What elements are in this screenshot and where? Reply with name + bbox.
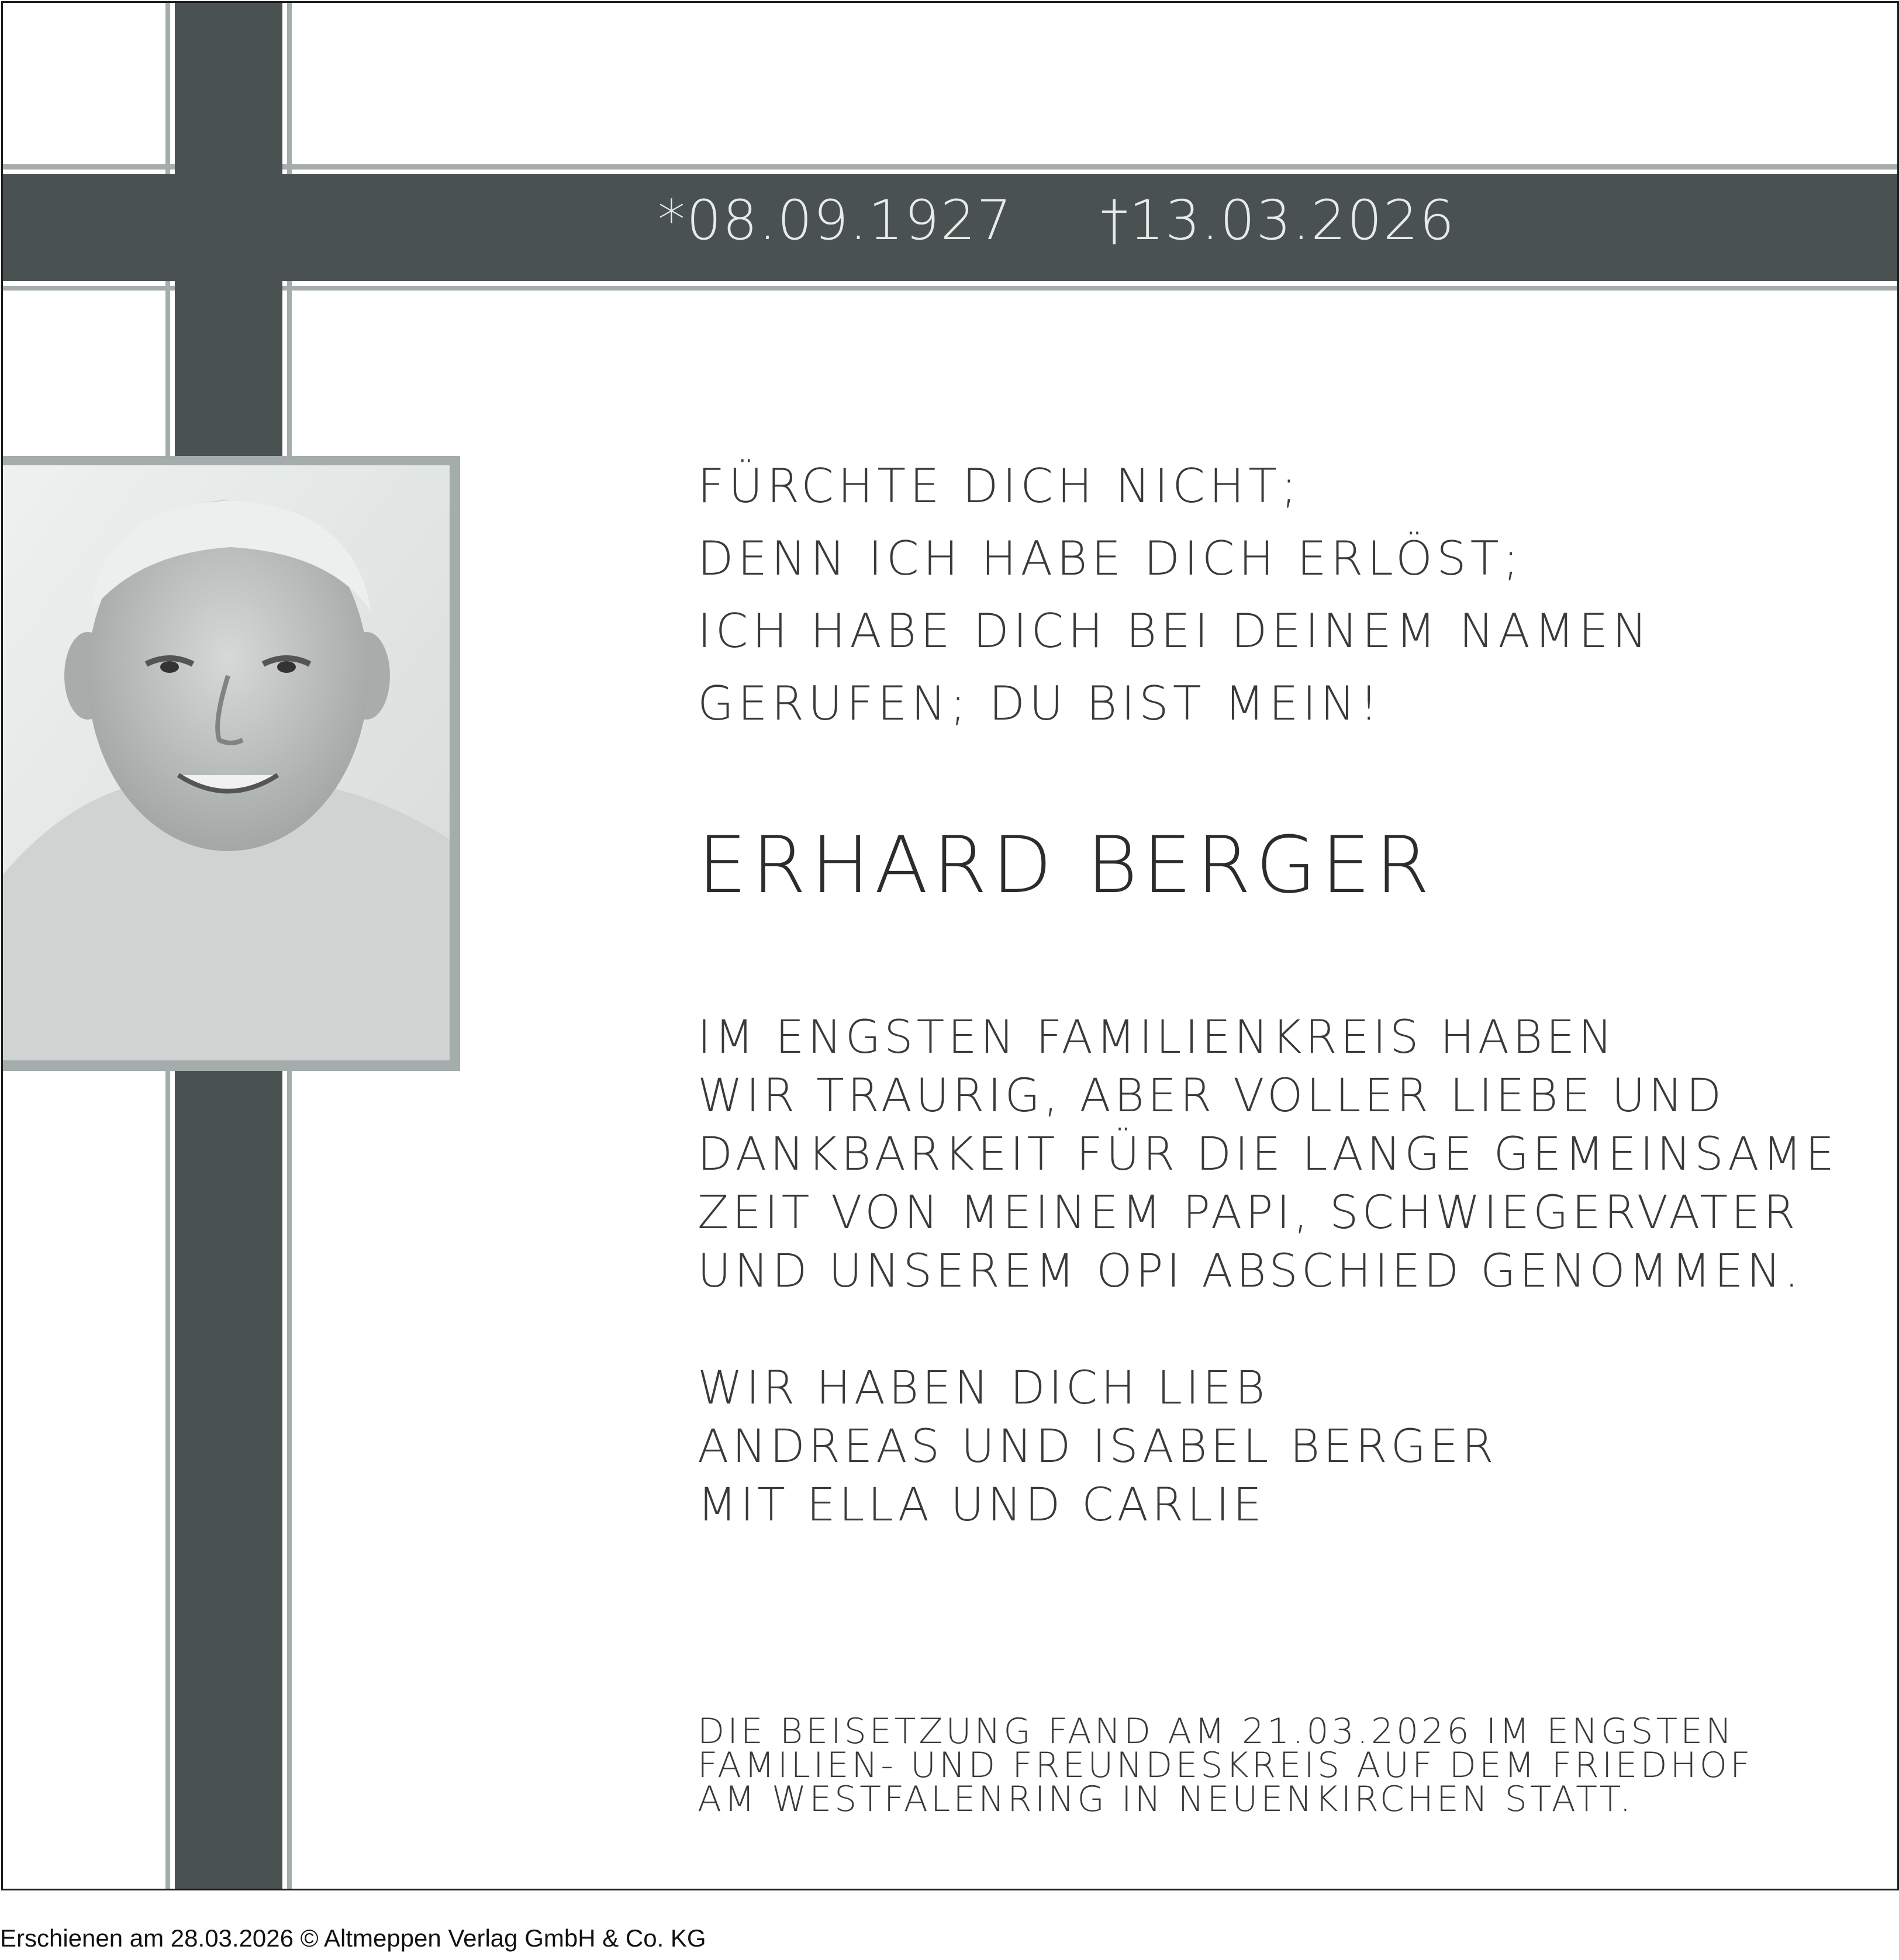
obituary-frame [1, 1, 1899, 1890]
deceased-name: ERHARD BERGER [698, 820, 1435, 911]
family-signature [698, 1359, 1497, 1534]
message-line: IM ENGSTEN FAMILIENKREIS HABEN [698, 1011, 1616, 1064]
message-line: DANKBARKEIT FÜR DIE LANGE GEMEINSAME [698, 1128, 1838, 1181]
family-line: ANDREAS UND ISABEL BERGER [698, 1420, 1497, 1473]
burial-line: DIE BEISETZUNG FAND AM 21.03.2026 IM ENGSTEN [698, 1711, 1735, 1752]
life-dates [658, 189, 1455, 253]
verse-line: GERUFEN; DU BIST MEIN! [698, 676, 1383, 731]
message-line: ZEIT VON MEINEM PAPI, SCHWIEGERVATER [698, 1187, 1799, 1239]
family-line: MIT ELLA UND CARLIE [698, 1479, 1265, 1532]
death-date: †13.03.2026 [1100, 189, 1456, 253]
burial-line: AM WESTFALENRING IN NEUENKIRCHEN STATT. [698, 1779, 1634, 1820]
verse-line: FÜRCHTE DICH NICHT; [698, 459, 1301, 513]
burial-line: FAMILIEN- UND FREUNDESKREIS AUF DEM FRIEDHOF [698, 1745, 1753, 1786]
publication-footer: Erschienen am 28.03.2026 © Altmeppen Verlag GmbH & Co. KG [0, 1924, 706, 1952]
verse-line: ICH HABE DICH BEI DEINEM NAMEN [698, 604, 1652, 658]
verse-line: DENN ICH HABE DICH ERLÖST; [698, 531, 1523, 586]
portrait-frame [3, 456, 460, 1071]
birth-date: *08.09.1927 [658, 189, 1013, 253]
family-line: WIR HABEN DICH LIEB [698, 1362, 1269, 1415]
message-line: WIR TRAURIG, ABER VOLLER LIEBE UND [698, 1070, 1725, 1122]
message-line: UND UNSEREM OPI ABSCHIED GENOMMEN. [698, 1245, 1803, 1298]
portrait-photo [3, 465, 450, 1060]
burial-notice [698, 1711, 1753, 1820]
bible-verse [698, 450, 1651, 740]
farewell-message [698, 1008, 1838, 1301]
